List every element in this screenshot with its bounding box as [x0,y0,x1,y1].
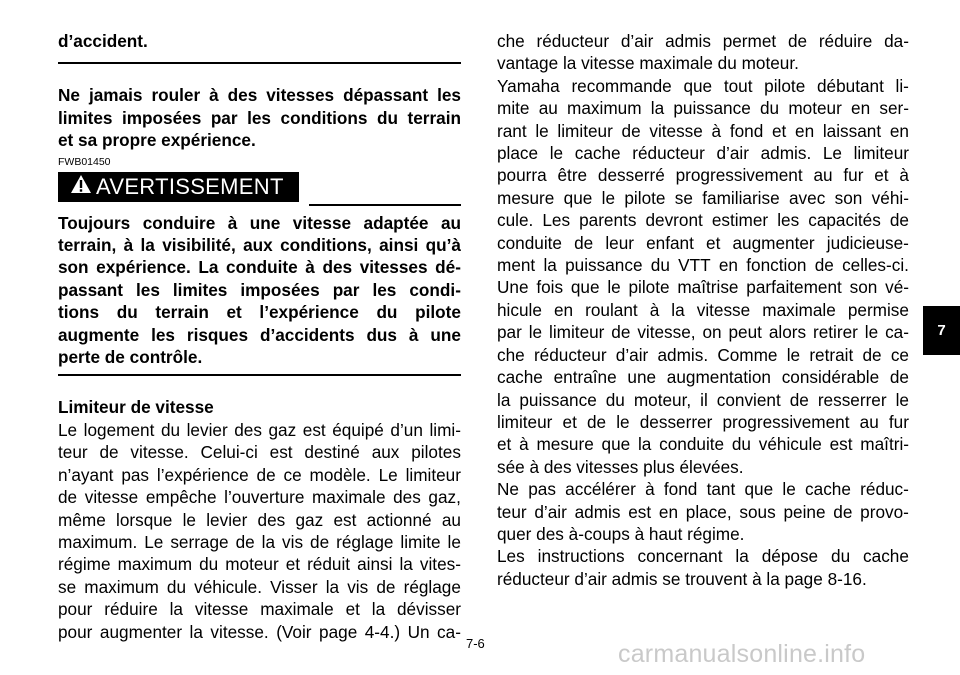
body-line: vantage la vitesse maximale du moteur. [497,53,799,74]
body-line: mesure que le pilote se familiarise avec son véhi- [497,187,909,208]
body-line: Ne pas accélérer à fond tant que le cache réduc- [497,479,909,500]
body-line: et à mesure que la conduite du véhicule est maîtri- [497,434,909,455]
warning-badge [58,172,299,202]
body-line: n’ayant pas l’expérience de ce modèle. Le limiteur [58,464,461,485]
warning-block [58,212,461,369]
warning-line: passant les limites imposées par les condi- [58,279,461,300]
body-line: réducteur d’air admis se trouvent à la page 8-16. [497,568,867,589]
body-line: la puissance du moteur, il convient de resserrer le [497,389,909,410]
caution-line: Ne jamais rouler à des vitesses dépassant les [58,85,461,106]
body-line: pour réduire la vitesse maximale et la dévisser [58,599,461,620]
body-line: sée à des vitesses plus élevées. [497,456,744,477]
watermark: carmanualsonline.info [618,640,866,668]
left-column [58,0,461,643]
body-line: régime maximum du moteur et réduit ainsi la vites- [58,554,461,575]
warning-line: perte de contrôle. [58,347,203,368]
warning-header [58,172,461,202]
top-fragment: d’accident. [58,31,148,51]
body-line: pourra être desserré progressivement au fur et à [497,165,909,186]
body-line: Les instructions concernant la dépose du cache [497,546,909,567]
body-line: che réducteur d’air admis. Comme le retrait de ce [497,344,909,365]
chapter-tab: 7 [923,306,960,355]
warning-triangle-icon [70,174,92,199]
body-line: cache entraîne une augmentation considérable de [497,367,909,388]
warning-label: AVERTISSEMENT [96,173,284,199]
section-body [58,419,461,643]
body-line: conduite de leur enfant et augmenter judicieuse- [497,232,909,253]
warning-bottom-rule [58,374,461,376]
body-line: se maximum du véhicule. Visser la vis de réglage [58,576,461,597]
body-line: Le logement du levier des gaz est équipé d’un limi- [58,419,461,440]
body-line: teur d’air admis est en place, sous peine de provo- [497,501,909,522]
warning-line: son expérience. La conduite à des vitesses dé- [58,257,461,278]
body-line: limiteur et de le desserrer progressivement au fur [497,411,909,432]
body-line: Une fois que le pilote maîtrise parfaitement son vé- [497,277,909,298]
body-line: pour augmenter la vitesse. (Voir page 4-4.) Un ca- [58,621,461,642]
caution-line: limites imposées par les conditions du terrain [58,107,461,128]
warning-header-rule [309,204,461,206]
body-line: cule. Les parents devront estimer les capacités de [497,210,909,231]
right-column [497,30,909,590]
body-line: mite au maximum la puissance du moteur en ser- [497,98,909,119]
body-line: place le cache réducteur d’air admis. Le limiteur [497,143,909,164]
section-heading: Limiteur de vitesse [58,397,214,418]
warning-line: Toujours conduire à une vitesse adaptée au [58,212,461,233]
caution-line: et sa propre expérience. [58,130,256,151]
body-line: par le limiteur de vitesse, on peut alors retirer le ca- [497,322,909,343]
caution-block [58,84,461,151]
body-line: che réducteur d’air admis permet de réduire da- [497,31,909,51]
page-number: 7-6 [466,636,485,651]
caution-top-rule [58,62,461,64]
warning-line: tions du terrain et l’expérience du pilote [58,302,461,323]
body-line: hicule en roulant à la vitesse maximale permise [497,299,909,320]
body-line: de vitesse empêche l’ouverture maximale des gaz, [58,487,461,508]
warning-line: augmente les risques d’accidents dus à une [58,324,461,345]
body-line: même lorsque le levier des gaz est actionné au [58,509,461,530]
body-line: ment la puissance du VTT en fonction de celles-ci. [497,255,909,276]
warning-line: terrain, à la visibilité, aux conditions, ainsi qu’à [58,235,461,256]
body-line: maximum. Le serrage de la vis de réglage limite le [58,531,461,552]
warning-code: FWB01450 [58,155,111,168]
body-line: quer des à-coups à haut régime. [497,523,745,544]
body-line: Yamaha recommande que tout pilote débutant li- [497,75,909,96]
body-line: rant le limiteur de vitesse à fond et en laissant en [497,120,909,141]
body-line: teur de vitesse. Celui-ci est destiné aux pilotes [58,442,461,463]
